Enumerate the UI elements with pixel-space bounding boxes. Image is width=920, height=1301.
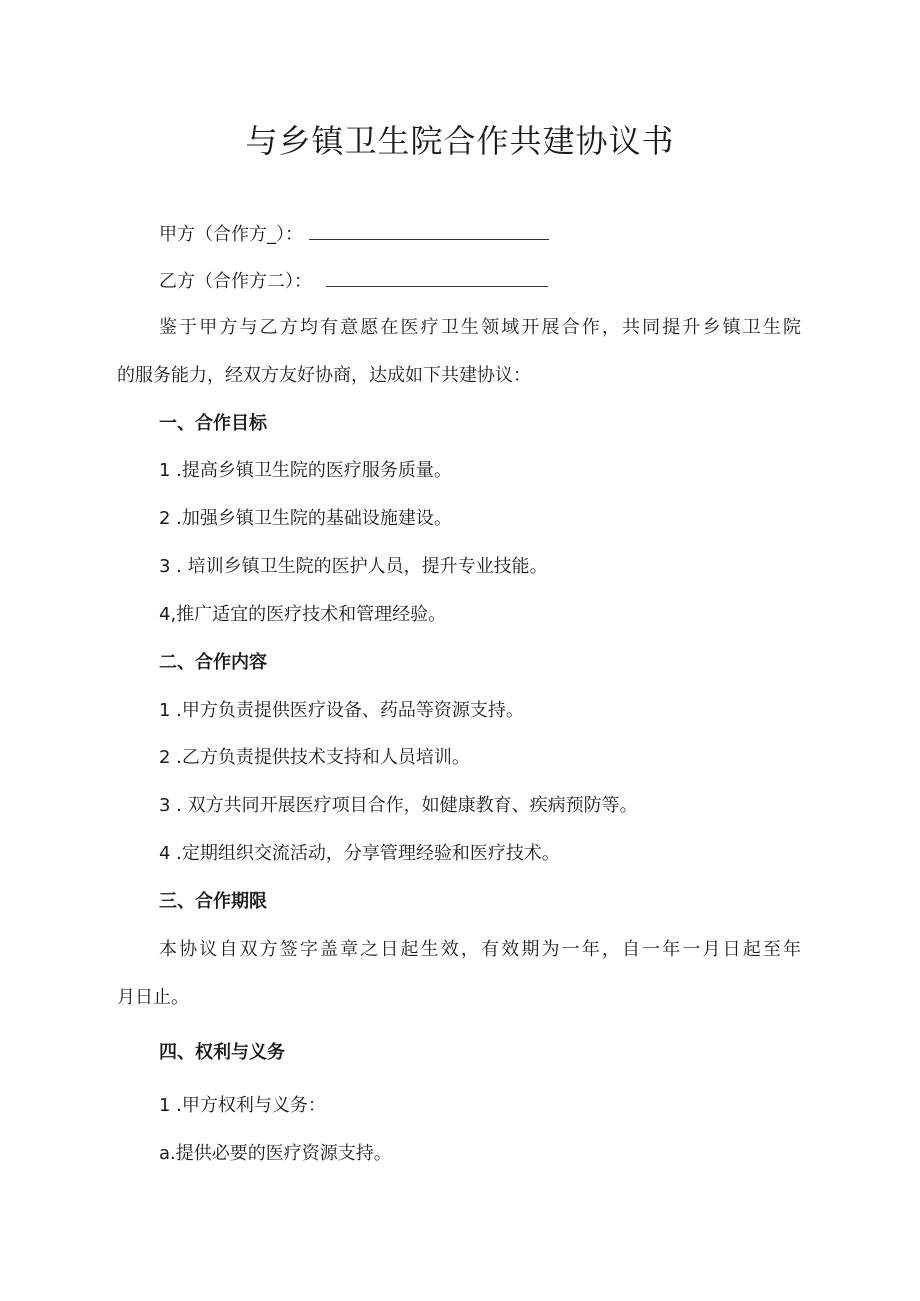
party-b-label: 乙方（合作方二）： xyxy=(159,271,312,292)
section-1-heading: 一、合作目标 xyxy=(159,413,267,434)
party-a-blank xyxy=(309,221,549,240)
party-a-line xyxy=(159,221,549,247)
preamble-line-2: 的服务能力，经双方友好协商，达成如下共建协议： xyxy=(117,365,531,386)
party-b-line xyxy=(159,268,548,294)
section-4-heading: 四、权利与义务 xyxy=(159,1042,285,1063)
party-b-blank xyxy=(326,268,548,287)
section-1-item: 4,推广适宜的医疗技术和管理经验。 xyxy=(159,604,447,625)
section-4-item: 1 .甲方权利与义务： xyxy=(159,1095,326,1116)
section-1-item: 2 .加强乡镇卫生院的基础设施建设。 xyxy=(159,508,452,529)
party-a-label: 甲方（合作方_）： xyxy=(159,224,303,245)
section-2-heading: 二、合作内容 xyxy=(159,652,267,673)
section-2-item: 3 . 双方共同开展医疗项目合作，如健康教育、疾病预防等。 xyxy=(159,795,638,816)
section-3-heading: 三、合作期限 xyxy=(159,891,267,912)
section-4-subitem: a.提供必要的医疗资源支持。 xyxy=(159,1143,392,1164)
section-3-text-line-1: 本协议自双方签字盖章之日起生效，有效期为一年，自一年一月日起至年 xyxy=(159,939,801,960)
section-2-item: 4 .定期组织交流活动，分享管理经验和医疗技术。 xyxy=(159,843,560,864)
preamble-line-1: 鉴于甲方与乙方均有意愿在医疗卫生领域开展合作，共同提升乡镇卫生院 xyxy=(159,317,801,338)
section-1-item: 1 .提高乡镇卫生院的医疗服务质量。 xyxy=(159,460,452,481)
document-title: 与乡镇卫生院合作共建协议书 xyxy=(245,122,675,160)
section-2-item: 1 .甲方负责提供医疗设备、药品等资源支持。 xyxy=(159,700,524,721)
section-3-text-line-2: 月日止。 xyxy=(117,987,189,1008)
section-2-item: 2 .乙方负责提供技术支持和人员培训。 xyxy=(159,747,470,768)
section-1-item: 3 . 培训乡镇卫生院的医护人员，提升专业技能。 xyxy=(159,556,548,577)
